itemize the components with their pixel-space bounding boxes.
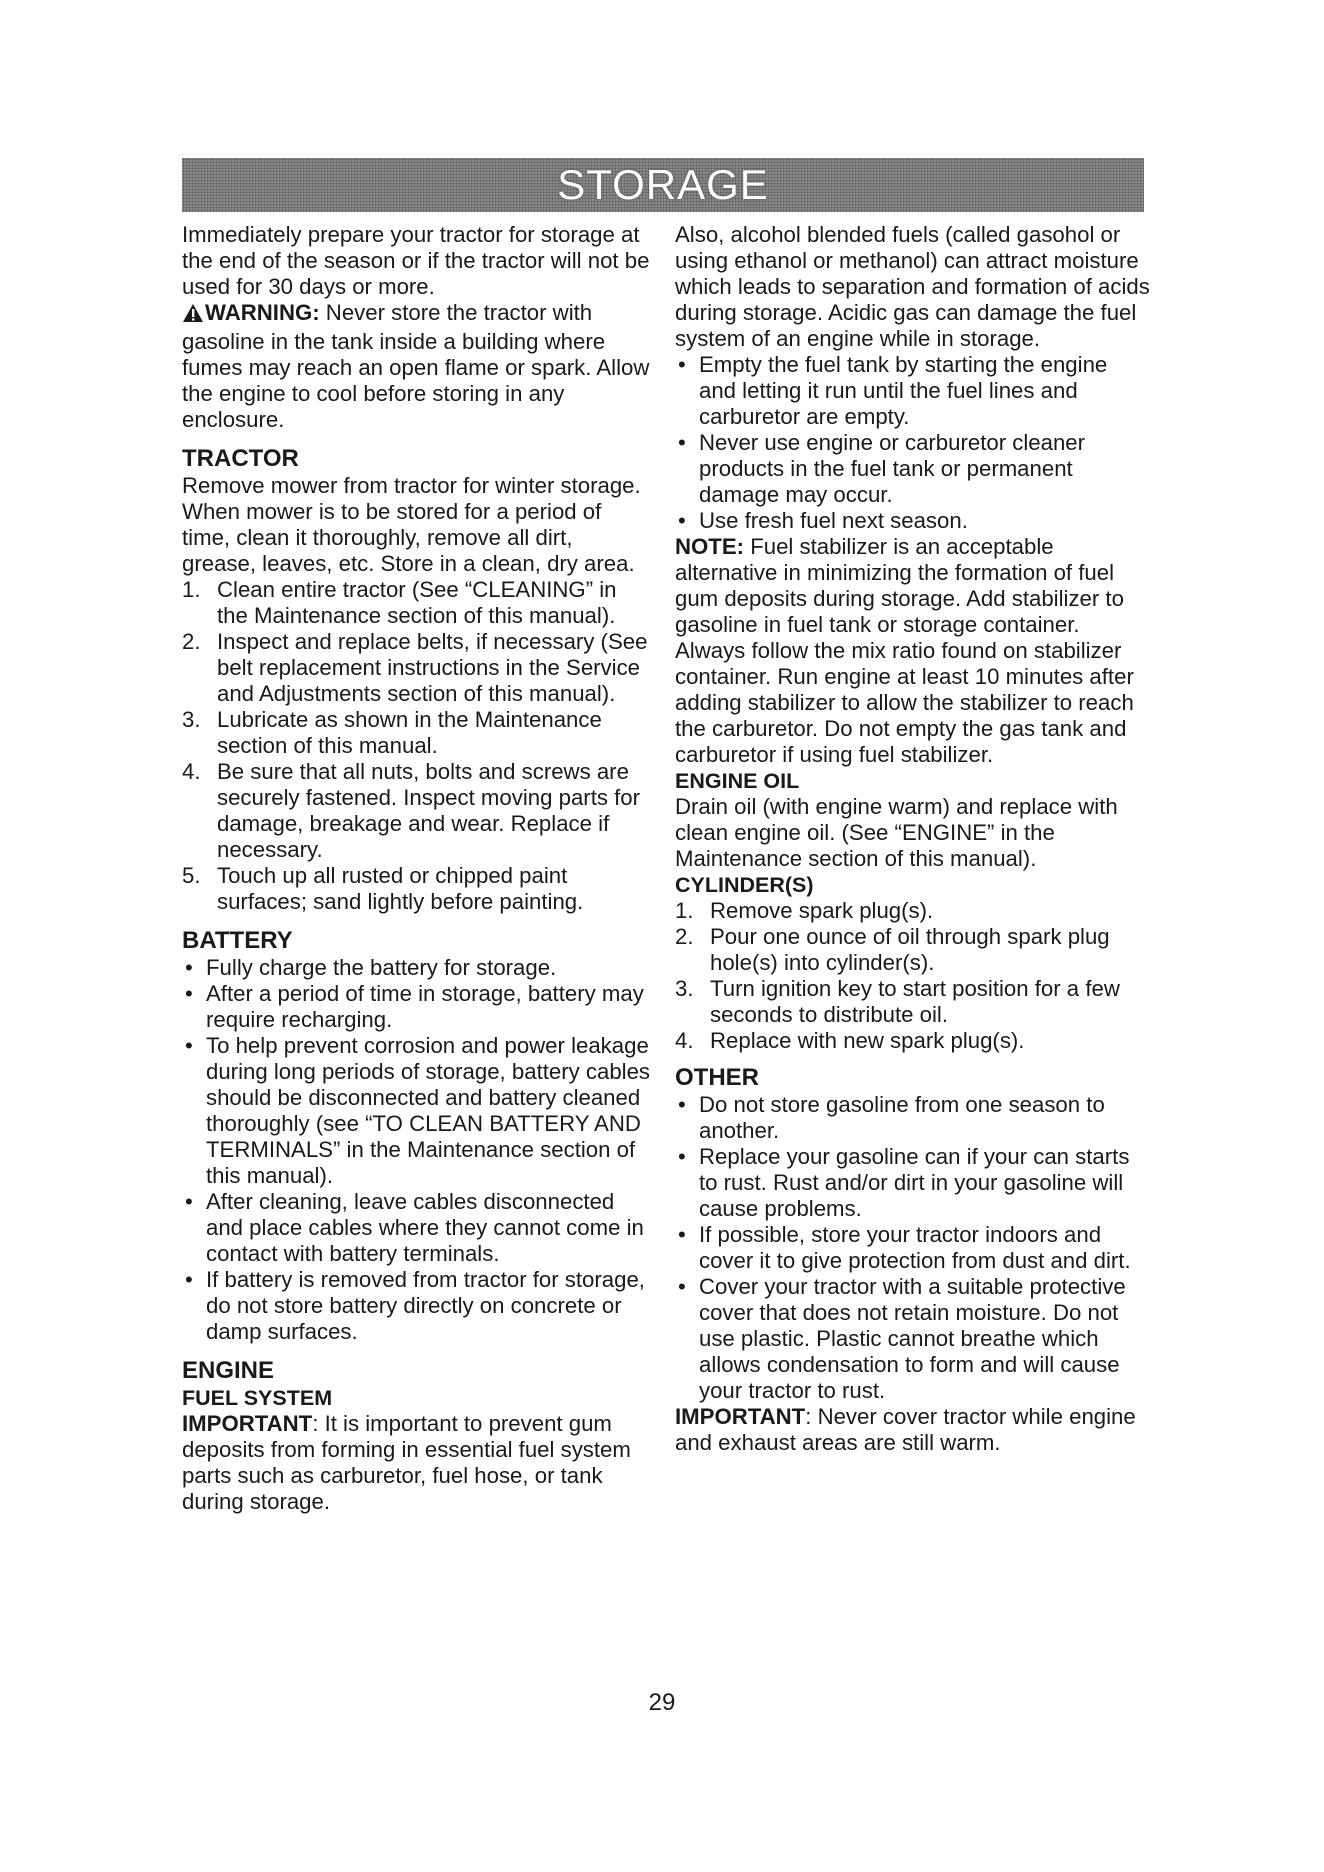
- bullet-icon: •: [678, 352, 686, 377]
- warning-label: WARNING:: [205, 300, 320, 325]
- list-item: 4. Be sure that all nuts, bolts and screws are securely fastened. Inspect moving parts for damage, breakage and wear. Replace if necessary.: [182, 759, 641, 862]
- list-item: • After a period of time in storage, battery may require recharging.: [185, 981, 644, 1032]
- battery-bullet-list: [182, 955, 652, 1345]
- list-item: 2. Inspect and replace belts, if necessary (See belt replacement instructions in the Service and Adjustments section of this manual).: [182, 629, 648, 706]
- list-item: 5. Touch up all rusted or chipped paint surfaces; sand lightly before painting.: [182, 863, 584, 914]
- note-label: NOTE:: [675, 534, 745, 559]
- list-item: • To help prevent corrosion and power leakage during long periods of storage, battery cables should be disconnected and battery cleaned thoroughly (see “TO CLEAN BATTERY AND TERMINALS” in the Maintenance section of this manual).: [185, 1033, 651, 1188]
- bullet-icon: •: [185, 981, 193, 1006]
- important-text: : It is important to prevent gum deposits from forming in essential fuel system parts such as carburetor, fuel hose, or tank during storage.: [182, 1411, 631, 1514]
- tractor-steps-list: [182, 577, 652, 915]
- list-item: • Fully charge the battery for storage.: [185, 955, 557, 980]
- intro-paragraph: Immediately prepare your tractor for storage at the end of the season or if the tractor will not be used for 30 days or more.: [182, 222, 650, 299]
- list-item: 1. Clean entire tractor (See “CLEANING” in the Maintenance section of this manual).: [182, 577, 617, 628]
- warning-text: Never store the tractor with gasoline in the tank inside a building where fumes may reach an open flame or spark. Allow the engine to cool before storing in any enclosure.: [182, 300, 650, 432]
- warning-triangle-icon: [182, 303, 204, 329]
- bullet-icon: •: [185, 955, 193, 980]
- list-item: • After cleaning, leave cables disconnected and place cables where they cannot come in contact with battery terminals.: [185, 1189, 644, 1266]
- list-item: 4. Replace with new spark plug(s).: [675, 1028, 1025, 1053]
- fuel-important-paragraph: [182, 1411, 652, 1515]
- engine-oil-heading: ENGINE OIL: [675, 769, 800, 793]
- list-item: 1. Remove spark plug(s).: [675, 898, 934, 923]
- right-column: [675, 222, 1150, 1456]
- left-column: [182, 222, 652, 1515]
- storage-banner: [182, 158, 1144, 212]
- fuel-system-heading: FUEL SYSTEM: [182, 1386, 333, 1410]
- tractor-paragraph: Remove mower from tractor for winter storage. When mower is to be stored for a period of time, clean it thoroughly, remove all dirt, grease, leaves, etc. Store in a clean, dry area.: [182, 473, 641, 576]
- cylinders-steps-list: [675, 898, 1150, 1054]
- list-item: • If battery is removed from tractor for storage, do not store battery directly on concrete or damp surfaces.: [185, 1267, 645, 1344]
- list-item: 3. Lubricate as shown in the Maintenance section of this manual.: [182, 707, 602, 758]
- bullet-icon: •: [185, 1033, 193, 1058]
- bullet-icon: •: [678, 1092, 686, 1117]
- important-label: IMPORTANT: [675, 1404, 806, 1429]
- engine-oil-paragraph: Drain oil (with engine warm) and replace with clean engine oil. (See “ENGINE” in the Maintenance section of this manual).: [675, 794, 1118, 871]
- other-bullet-list: [675, 1092, 1150, 1404]
- note-paragraph: [675, 534, 1150, 768]
- battery-heading: BATTERY: [182, 927, 293, 954]
- cylinders-heading: CYLINDER(S): [675, 873, 814, 897]
- list-item: • If possible, store your tractor indoors and cover it to give protection from dust and dirt.: [678, 1222, 1131, 1273]
- list-item: • Do not store gasoline from one season to another.: [678, 1092, 1105, 1143]
- list-item: • Replace your gasoline can if your can starts to rust. Rust and/or dirt in your gasoline will cause problems.: [678, 1144, 1130, 1221]
- list-item: 3. Turn ignition key to start position for a few seconds to distribute oil.: [675, 976, 1120, 1027]
- note-text: Fuel stabilizer is an acceptable alternative in minimizing the formation of fuel gum deposits during storage. Add stabilizer to gasoline in fuel tank or storage container. Always follow the mix ratio found on stabilizer container. Run engine at least 10 minutes after adding stabilizer to allow the stabilizer to reach the carburetor. Do not empty the gas tank and carburetor if using fuel stabilizer.: [675, 534, 1134, 767]
- alcohol-fuel-paragraph: Also, alcohol blended fuels (called gasohol or using ethanol or methanol) can attract moisture which leads to separation and formation of acids during storage. Acidic gas can damage the fuel system of an engine while in storage.: [675, 222, 1150, 351]
- important-text: : Never cover tractor while engine and exhaust areas are still warm.: [675, 1404, 1136, 1455]
- fuel-bullet-list: [675, 352, 1150, 534]
- bullet-icon: •: [185, 1189, 193, 1214]
- other-heading: OTHER: [675, 1064, 759, 1091]
- important-label: IMPORTANT: [182, 1411, 313, 1436]
- tractor-heading: TRACTOR: [182, 445, 299, 472]
- warning-paragraph: [182, 300, 652, 433]
- bullet-icon: •: [678, 1274, 686, 1299]
- bullet-icon: •: [678, 430, 686, 455]
- list-item: • Use fresh fuel next season.: [678, 508, 968, 533]
- page-number: 29: [648, 1689, 676, 1716]
- list-item: • Empty the fuel tank by starting the engine and letting it run until the fuel lines and carburetor are empty.: [678, 352, 1108, 429]
- bullet-icon: •: [678, 1222, 686, 1247]
- bullet-icon: •: [185, 1267, 193, 1292]
- banner-title: STORAGE: [557, 161, 769, 208]
- list-item: 2. Pour one ounce of oil through spark plug hole(s) into cylinder(s).: [675, 924, 1110, 975]
- other-important-paragraph: [675, 1404, 1150, 1456]
- bullet-icon: •: [678, 508, 686, 533]
- bullet-icon: •: [678, 1144, 686, 1169]
- list-item: • Cover your tractor with a suitable protective cover that does not retain moisture. Do not use plastic. Plastic cannot breathe which allows condensation to form and will cause your tractor to rust.: [678, 1274, 1126, 1403]
- list-item: • Never use engine or carburetor cleaner products in the fuel tank or permanent damage may occur.: [678, 430, 1086, 507]
- engine-heading: ENGINE: [182, 1357, 275, 1384]
